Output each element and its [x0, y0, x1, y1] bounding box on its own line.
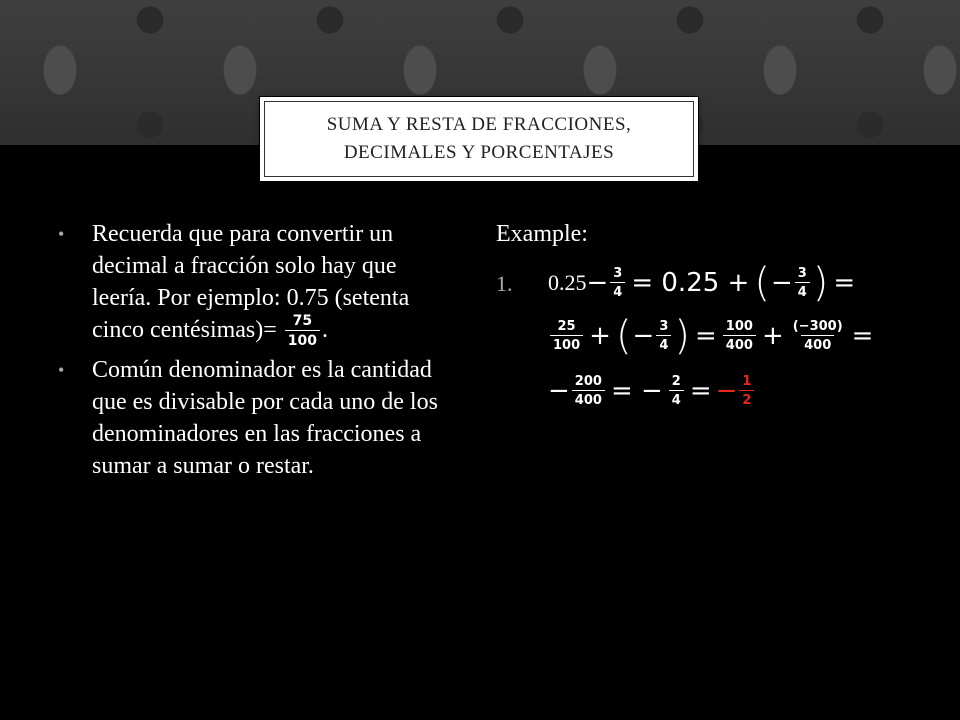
eq2-plus: +: [589, 321, 611, 351]
title-box: [260, 97, 698, 181]
fraction-numerator: 3: [797, 266, 807, 281]
eq2-fraction-25-100: [550, 320, 583, 352]
fraction-denominator: 2: [739, 390, 754, 407]
eq3-equals-minus: = −: [610, 376, 663, 406]
answer-fraction-1-2: [739, 375, 754, 407]
fraction-denominator: 400: [723, 335, 756, 352]
left-paren: (: [615, 313, 632, 359]
left-paren: (: [754, 260, 770, 306]
eq3-equals: =: [689, 376, 712, 406]
fraction-denominator: 4: [669, 390, 684, 407]
title-frame: [264, 101, 694, 177]
title-line-1: SUMA Y RESTA DE FRACCIONES,: [326, 114, 632, 135]
fraction-numerator: 3: [613, 266, 623, 281]
left-column: [58, 218, 458, 488]
eq3-minus: −: [548, 376, 570, 406]
eq2-equals-2: =: [851, 321, 874, 351]
fraction-numerator: 75: [292, 313, 313, 330]
fraction-numerator: 1: [742, 374, 752, 389]
eq3-fraction-2-4: [669, 375, 684, 407]
eq2-fraction-neg300-400: [790, 320, 846, 352]
fraction-numerator: 3: [659, 319, 669, 334]
bullet-common-denominator-text: Común denominador es la cantidad que es divisable por cada uno de los denominadores en las fracciones a sumar a sumar o restar.: [92, 357, 438, 480]
bullet-icon: •: [58, 224, 65, 244]
equation-line-1: [548, 258, 859, 308]
fraction-denominator: 100: [550, 335, 583, 352]
eq1-fraction-3-4-b: [795, 267, 810, 299]
right-paren: ): [674, 313, 690, 359]
bullet-common-denominator: [58, 354, 458, 482]
fraction-denominator: 4: [656, 335, 671, 352]
fraction-75-100: [285, 314, 320, 348]
fraction-denominator: 4: [610, 282, 625, 299]
example-heading: Example:: [496, 221, 588, 247]
eq1-equals-plus: = 0.25 +: [631, 268, 750, 298]
fraction-denominator: 4: [795, 282, 810, 299]
eq2-fraction-100-400: [723, 320, 756, 352]
fraction-numerator: 100: [725, 319, 753, 334]
eq1-equals: =: [833, 268, 856, 298]
fraction-numerator: (−300): [792, 319, 843, 334]
eq1-minus: −: [586, 268, 609, 298]
equation-line-2: [548, 308, 877, 364]
equation-line-3: [548, 366, 756, 416]
negative-sign: −: [632, 321, 655, 351]
eq2-equals: =: [695, 321, 717, 351]
negative-sign: −: [770, 268, 793, 298]
fraction-denominator: 400: [801, 335, 834, 352]
title-line-2: DECIMALES Y PORCENTAJES: [343, 142, 615, 163]
eq2-fraction-3-4: [656, 320, 671, 352]
fraction-denominator: 400: [572, 390, 605, 407]
eq1-lead: 0.25: [548, 270, 587, 295]
bullet-conversion-period: .: [322, 317, 329, 343]
bullet-conversion: [58, 218, 458, 348]
answer-minus: −: [715, 376, 738, 406]
bullet-icon: •: [58, 360, 65, 381]
fraction-denominator: 100: [285, 330, 320, 348]
right-paren: ): [812, 260, 829, 306]
eq1-fraction-3-4: [610, 267, 625, 299]
eq3-fraction-200-400: [572, 375, 605, 407]
fraction-numerator: 2: [671, 374, 681, 389]
eq2-plus-2: +: [761, 321, 784, 351]
fraction-numerator: 25: [557, 319, 576, 334]
fraction-numerator: 200: [574, 374, 602, 389]
list-number: 1.: [496, 271, 513, 296]
bullet-conversion-text: Recuerda que para convertir un decimal a fracción solo hay que leería. Por ejemplo: 0.75 (setenta cinco centésimas)=: [92, 221, 410, 343]
